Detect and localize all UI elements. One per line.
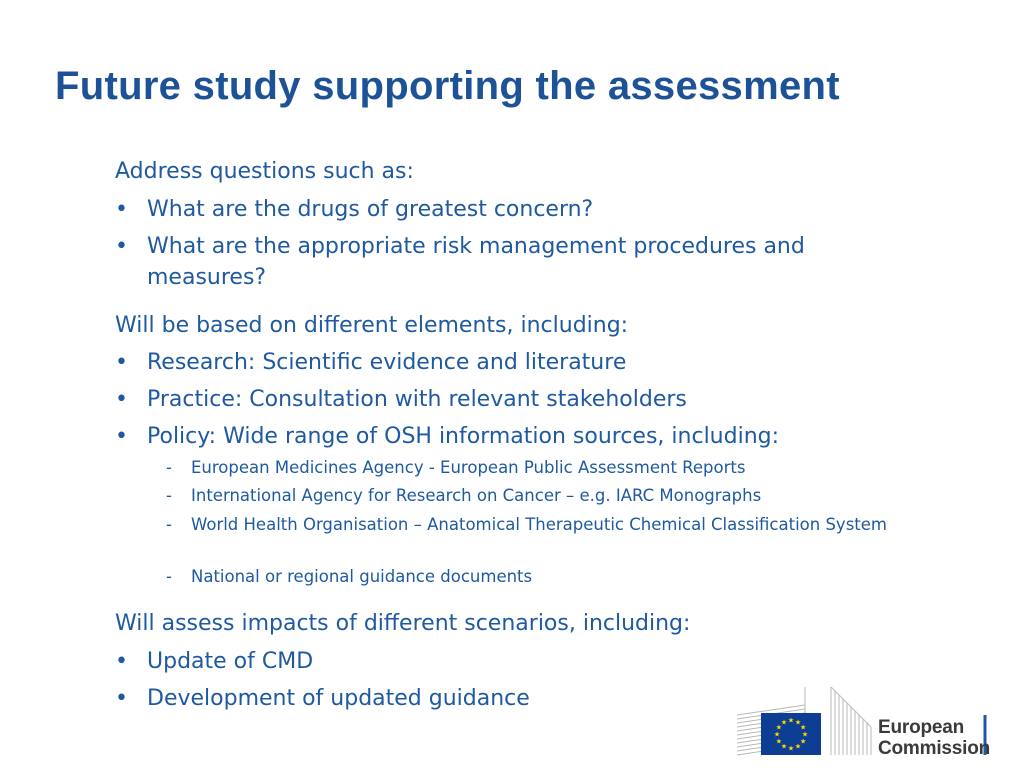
bullet-item bbox=[115, 646, 935, 677]
section-heading-scenarios: Will assess impacts of different scenarios, including: bbox=[115, 611, 691, 636]
bullet-text: Research: Scientific evidence and literature bbox=[147, 350, 627, 375]
sub-item-text: International Agency for Research on Cancer – e.g. IARC Monographs bbox=[191, 486, 762, 505]
sub-item-text: World Health Organisation – Anatomical Therapeutic Chemical Classification System bbox=[191, 515, 887, 534]
bullet-mark: • bbox=[115, 234, 128, 259]
bullet-mark: • bbox=[115, 387, 128, 412]
flag-star: ★ bbox=[787, 716, 795, 725]
dash-mark: - bbox=[166, 515, 172, 534]
bullet-item bbox=[115, 194, 935, 225]
sub-item-text: European Medicines Agency - European Public Assessment Reports bbox=[191, 458, 746, 477]
sub-item bbox=[166, 565, 966, 589]
bullet-text: Practice: Consultation with relevant stakeholders bbox=[147, 387, 687, 412]
logo-text-commission: Commission bbox=[878, 738, 991, 759]
bullet-mark: • bbox=[115, 649, 128, 674]
bullet-item bbox=[115, 347, 935, 378]
logo-text-european: European bbox=[878, 717, 965, 738]
bullet-item bbox=[115, 384, 935, 415]
flag-star: ★ bbox=[775, 737, 783, 746]
flag-star: ★ bbox=[775, 723, 783, 732]
flag-star: ★ bbox=[799, 737, 807, 746]
flag-star: ★ bbox=[787, 744, 795, 753]
flag-star: ★ bbox=[773, 730, 781, 739]
bullet-text: Policy: Wide range of OSH information sources, including: bbox=[147, 424, 780, 449]
sub-item bbox=[166, 456, 966, 480]
flag-star: ★ bbox=[780, 742, 788, 751]
sub-item-text: National or regional guidance documents bbox=[191, 567, 533, 586]
bullet-text: What are the appropriate risk management procedures and measures? bbox=[147, 234, 805, 290]
bullet-mark: • bbox=[115, 197, 128, 222]
dash-mark: - bbox=[166, 486, 172, 505]
slide-title: Future study supporting the assessment bbox=[55, 64, 840, 108]
bullet-mark: • bbox=[115, 350, 128, 375]
flag-star: ★ bbox=[794, 742, 802, 751]
bullet-item bbox=[115, 421, 935, 452]
bullet-text: What are the drugs of greatest concern? bbox=[147, 197, 594, 222]
section-heading-elements: Will be based on different elements, including: bbox=[115, 313, 629, 338]
flag-star: ★ bbox=[794, 718, 802, 727]
section-heading-questions: Address questions such as: bbox=[115, 159, 414, 184]
dash-mark: - bbox=[166, 567, 172, 586]
flag-star: ★ bbox=[799, 723, 807, 732]
sub-item bbox=[166, 513, 956, 537]
bullet-text: Update of CMD bbox=[147, 649, 314, 674]
bullet-mark: • bbox=[115, 424, 128, 449]
bullet-mark: • bbox=[115, 686, 128, 711]
flag-star: ★ bbox=[780, 718, 788, 727]
dash-mark: - bbox=[166, 458, 172, 477]
bullet-item bbox=[115, 231, 925, 293]
bullet-text: Development of updated guidance bbox=[147, 686, 530, 711]
flag-star: ★ bbox=[801, 730, 809, 739]
sub-item bbox=[166, 484, 966, 508]
